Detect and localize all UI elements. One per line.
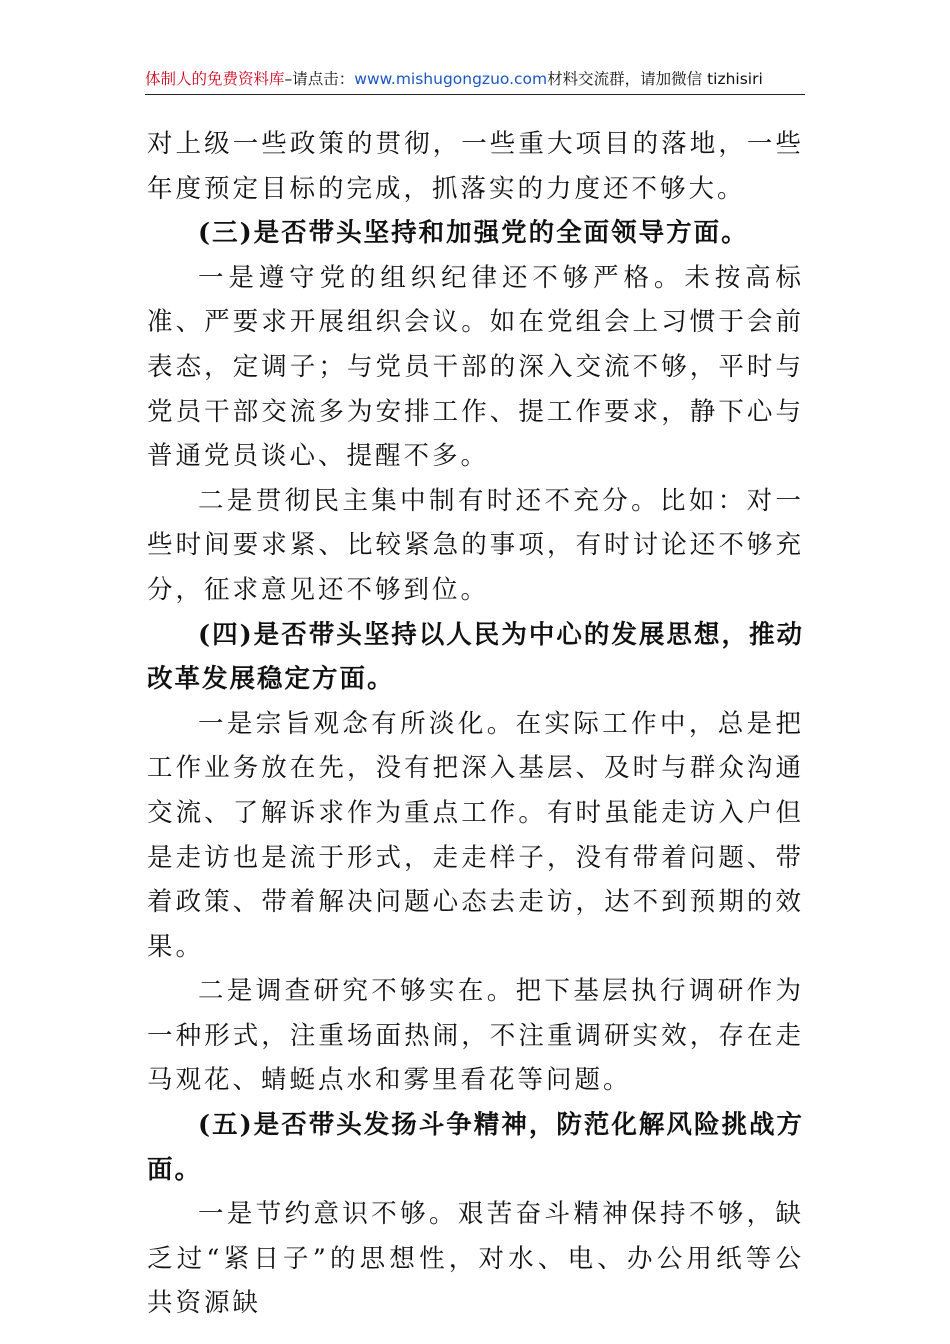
header-prompt: –请点击： [284,70,355,88]
paragraph: 二是调查研究不够实在。把下基层执行调研作为一种形式，注重场面热闹，不注重调研实效，存在走马观花、蜻蜓点水和雾里看花等问题。 [147,976,804,1096]
header-note: 材料交流群，请加微信 tizhisiri [547,70,763,88]
paragraph: 一是遵守党的组织纪律还不够严格。未按高标准、严要求开展组织会议。如在党组会上习惯于会前表态，定调子；与党员干部的深入交流不够，平时与党员干部交流多为安排工作、提工作要求，静下心与普通党员谈心、提醒不多。 [147,262,804,472]
paragraph-continuation: 对上级一些政策的贯彻，一些重大项目的落地，一些年度预定目标的完成，抓落实的力度还不够大。 [147,129,804,204]
section-heading-3: (三)是否带头坚持和加强党的全面领导方面。 [198,218,749,249]
paragraph: 一是宗旨观念有所淡化。在实际工作中，总是把工作业务放在先，没有把深入基层、及时与群众沟通交流、了解诉求作为重点工作。有时虽能走访入户但是走访也是流于形式，走走样子，没有带着问题、带着政策、带着解决问题心态去走访，达不到预期的效果。 [147,708,804,962]
header-url-link[interactable]: www.mishugongzuo.com [354,70,548,88]
section-heading-4: (四)是否带头坚持以人民为中心的发展思想，推动改革发展稳定方面。 [147,619,804,695]
paragraph: 二是贯彻民主集中制有时还不充分。比如：对一些时间要求紧、比较紧急的事项，有时讨论还不够充分，征求意见还不够到位。 [147,485,804,605]
header-divider [145,94,805,95]
document-body [147,122,804,1326]
page-header [145,66,805,92]
paragraph: 一是节约意识不够。艰苦奋斗精神保持不够，缺乏过“紧日子”的思想性，对水、电、办公用纸等公共资源缺 [147,1199,804,1319]
section-heading-5: (五)是否带头发扬斗争精神，防范化解风险挑战方面。 [147,1110,804,1185]
header-brand: 体制人的免费资料库 [145,70,285,88]
